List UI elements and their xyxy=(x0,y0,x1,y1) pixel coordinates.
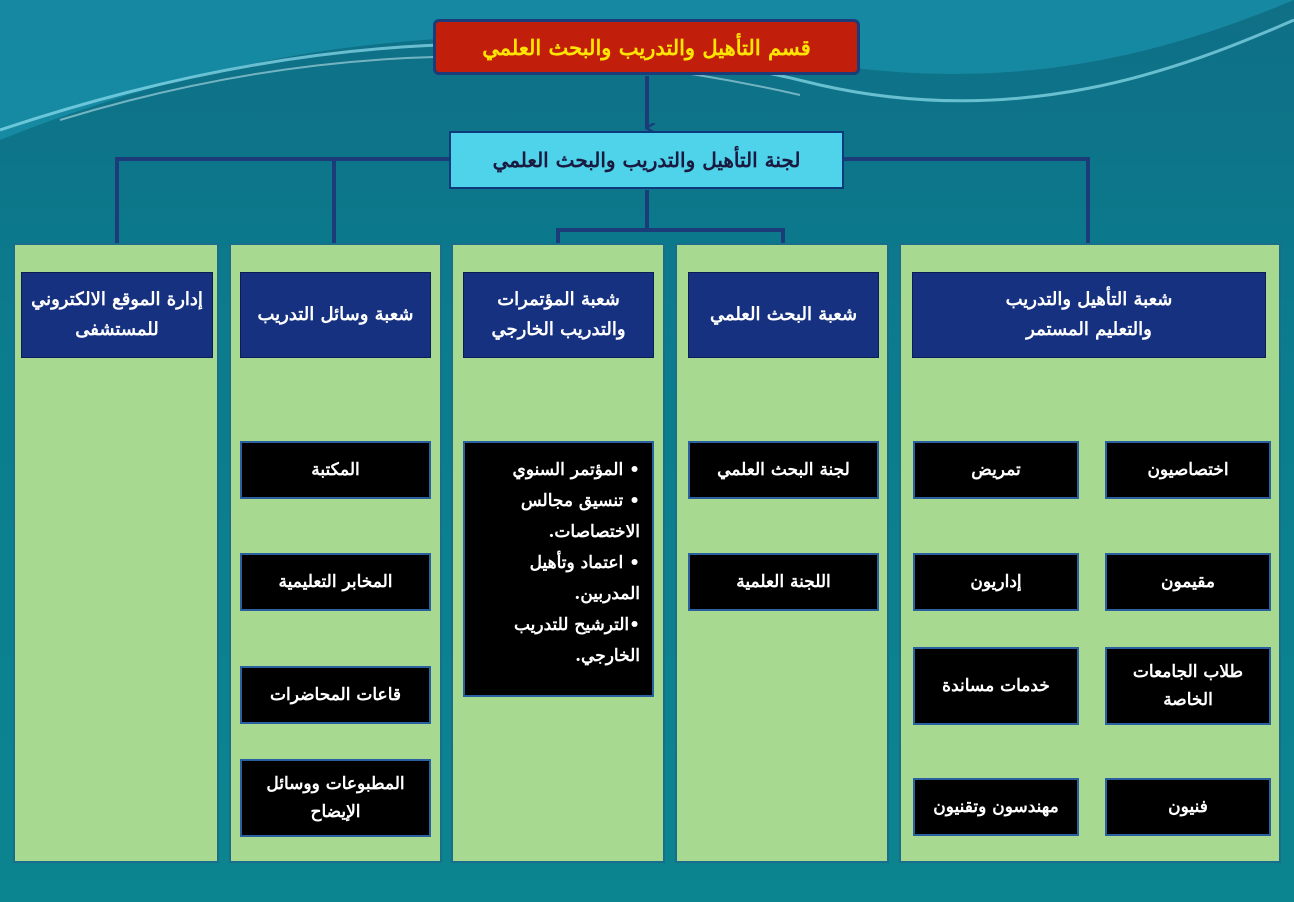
column-training-aids xyxy=(229,243,442,863)
header-website xyxy=(21,272,213,358)
item-private-university-students xyxy=(1105,647,1271,725)
item-research-committee-label: لجنة البحث العلمي xyxy=(717,460,850,480)
conferences-bullet-list xyxy=(463,441,654,697)
item-nursing-label: تمريض xyxy=(971,460,1021,480)
header-training-aids xyxy=(240,272,431,358)
committee-box: لجنة التأهيل والتدريب والبحث العلمي xyxy=(449,131,844,189)
header-research-label: شعبة البحث العلمي xyxy=(709,304,858,325)
column-qualification xyxy=(899,243,1281,863)
header-research xyxy=(688,272,879,358)
item-nursing xyxy=(913,441,1079,499)
item-private-university-students-label: طلاب الجامعات الخاصة xyxy=(1132,662,1244,710)
item-technicians xyxy=(1105,778,1271,836)
item-library-label: المكتبة xyxy=(311,460,360,480)
item-engineers xyxy=(913,778,1079,836)
column-conferences xyxy=(451,243,665,863)
header-conferences xyxy=(463,272,654,358)
bullet-annual-conference: • المؤتمر السنوي xyxy=(512,460,640,480)
item-technicians-label: فنيون xyxy=(1168,797,1208,817)
item-engineers-label: مهندسون وتقنيون xyxy=(933,797,1059,817)
item-research-committee xyxy=(688,441,879,499)
department-title: قسم التأهيل والتدريب والبحث العلمي xyxy=(433,19,860,75)
item-publications xyxy=(240,759,431,837)
header-website-label: إدارة الموقع الالكتروني للمستشفى xyxy=(31,289,203,340)
item-publications-label: المطبوعات ووسائل الإيضاح xyxy=(266,774,405,822)
item-administrators xyxy=(913,553,1079,611)
item-scientific-committee-label: اللجنة العلمية xyxy=(736,572,831,592)
header-training-aids-label: شعبة وسائل التدريب xyxy=(257,304,414,325)
header-qualification-label: شعبة التأهيل والتدريب والتعليم المستمر xyxy=(1005,289,1173,340)
item-support-services xyxy=(913,647,1079,725)
bullet-specialty-councils: • تنسيق مجالس الاختصاصات. xyxy=(520,491,640,542)
item-specialists-label: اختصاصيون xyxy=(1147,460,1229,480)
item-labs xyxy=(240,553,431,611)
item-scientific-committee xyxy=(688,553,879,611)
bullet-trainer-accreditation: • اعتماد وتأهيل المدربين. xyxy=(529,553,640,604)
column-research xyxy=(675,243,889,863)
item-administrators-label: إداريون xyxy=(970,572,1022,592)
header-qualification xyxy=(912,272,1266,358)
bullet-external-training: •الترشيح للتدريب الخارجي. xyxy=(513,615,640,666)
item-lecture-halls xyxy=(240,666,431,724)
item-specialists xyxy=(1105,441,1271,499)
item-support-services-label: خدمات مساندة xyxy=(942,676,1050,696)
header-conferences-label: شعبة المؤتمرات والتدريب الخارجي xyxy=(491,289,626,340)
item-lecture-halls-label: قاعات المحاضرات xyxy=(270,685,401,705)
item-library xyxy=(240,441,431,499)
item-residents xyxy=(1105,553,1271,611)
column-website xyxy=(13,243,219,863)
item-labs-label: المخابر التعليمية xyxy=(278,572,393,592)
item-residents-label: مقيمون xyxy=(1161,572,1215,592)
